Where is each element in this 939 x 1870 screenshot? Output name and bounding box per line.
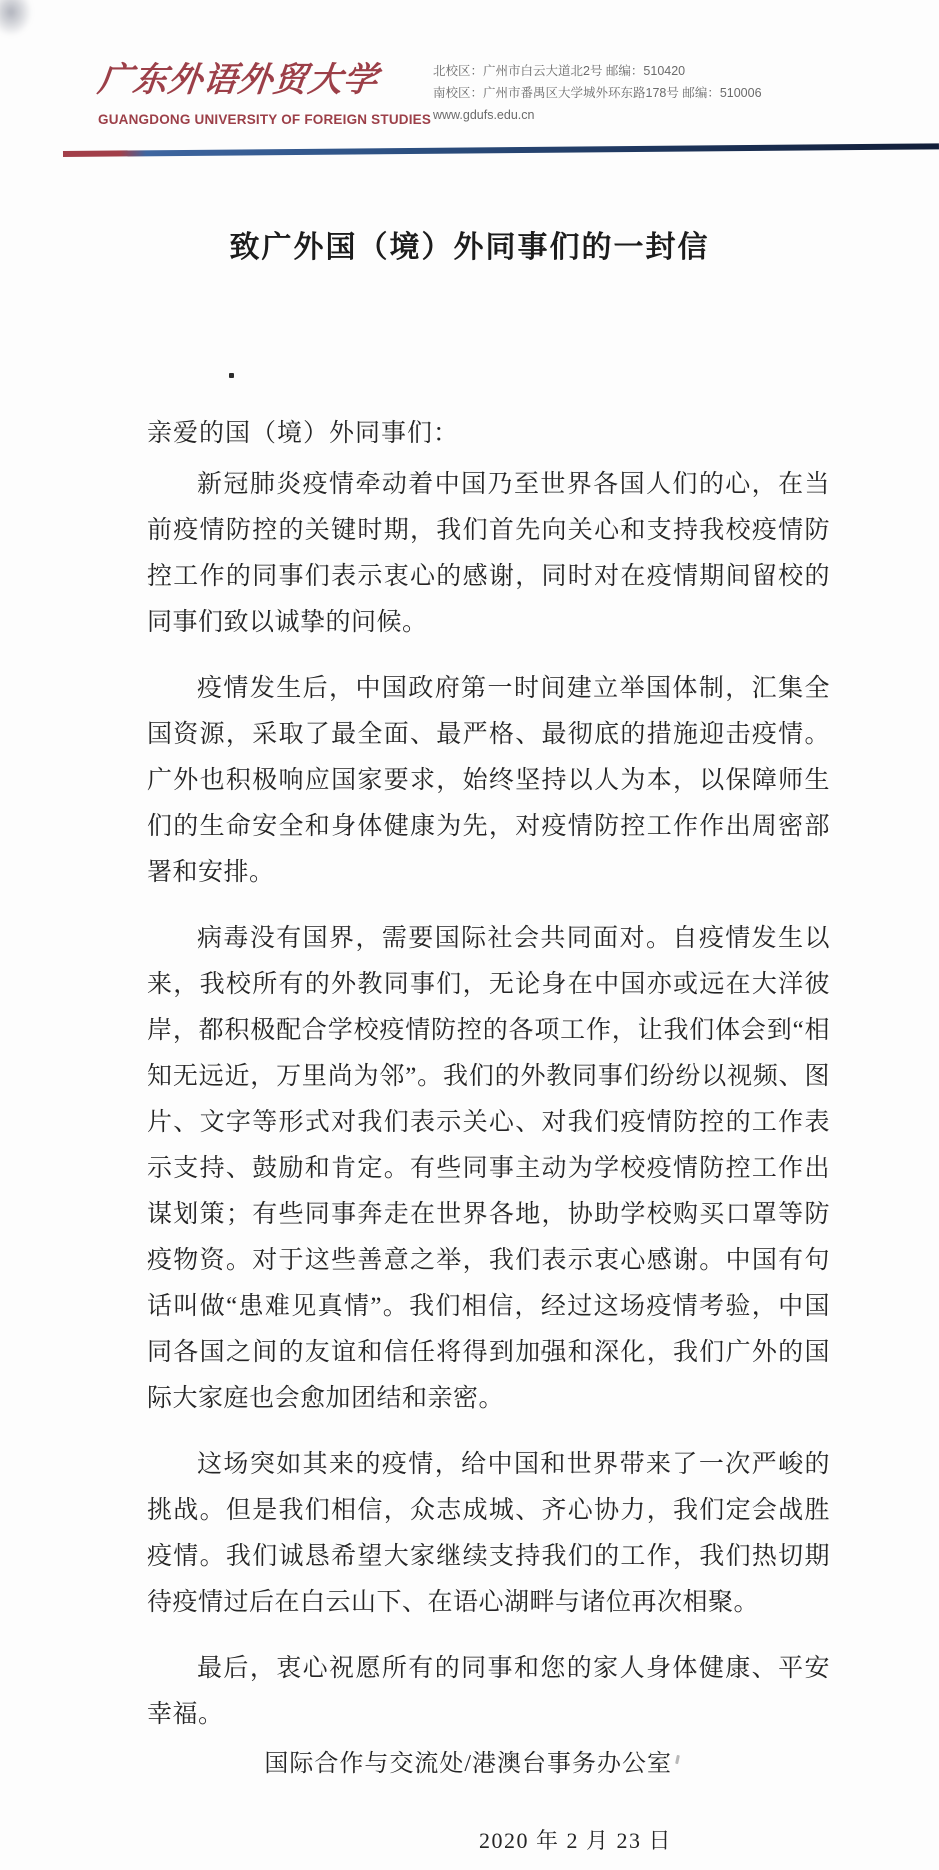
letterhead-contact-info xyxy=(433,60,762,126)
scan-artifact-speck xyxy=(229,373,234,378)
letter-salutation: 亲爱的国（境）外同事们： xyxy=(147,420,460,447)
letter-paragraph: 最后，衷心祝愿所有的同事和您的家人身体健康、平安幸福。 xyxy=(147,1655,830,1728)
north-campus-address: 北校区：广州市白云大道北2号 邮编：510420 xyxy=(433,64,686,78)
letter-title: 致广外国（境）外同事们的一封信 xyxy=(229,231,710,264)
university-logo xyxy=(95,52,432,127)
signing-office: 国际合作与交流处/港澳台事务办公室 xyxy=(264,1751,672,1777)
university-logo-chinese-calligraphy: 广东外语外贸大学 xyxy=(95,60,381,100)
letter-paragraph: 这场突如其来的疫情，给中国和世界带来了一次严峻的挑战。但是我们相信，众志成城、齐心协力，我们定会战胜疫情。我们诚恳希望大家继续支持我们的工作，我们热切期待疫情过后在白云山下、在语心湖畔与诸位再次相聚。 xyxy=(147,1451,830,1616)
scan-artifact-corner-smudge xyxy=(0,0,32,36)
south-campus-address: 南校区：广州市番禺区大学城外环东路178号 邮编：510006 xyxy=(433,86,762,100)
letter-date: 2020 年 2 月 23 日 xyxy=(478,1828,672,1853)
university-website: www.gdufs.edu.cn xyxy=(433,108,535,122)
letter-signature-block xyxy=(264,1743,672,1855)
letter-paragraph: 疫情发生后，中国政府第一时间建立举国体制，汇集全国资源，采取了最全面、最严格、最彻底的措施迎击疫情。广外也积极响应国家要求，始终坚持以人为本，以保障师生们的生命安全和身体健康为先，对疫情防控工作作出周密部署和安排。 xyxy=(147,675,830,886)
letter-paragraph: 新冠肺炎疫情牵动着中国乃至世界各国人们的心，在当前疫情防控的关键时期，我们首先向关心和支持我校疫情防控工作的同事们表示衷心的感谢，同时对在疫情期间留校的同事们致以诚挚的问候。 xyxy=(147,471,830,636)
letter-body xyxy=(147,462,830,1758)
letterhead-divider-rule xyxy=(63,143,939,157)
letter-paragraph: 病毒没有国界，需要国际社会共同面对。自疫情发生以来，我校所有的外教同事们，无论身在中国亦或远在大洋彼岸，都积极配合学校疫情防控的各项工作，让我们体会到“相知无远近，万里尚为邻”。我们的外教同事们纷纷以视频、图片、文字等形式对我们表示关心、对我们疫情防控的工作表示支持、鼓励和肯定。有些同事主动为学校疫情防控工作出谋划策；有些同事奔走在世界各地，协助学校购买口罩等防疫物资。对于这些善意之举，我们表示衷心感谢。中国有句话叫做“患难见真情”。我们相信，经过这场疫情考验，中国同各国之间的友谊和信任将得到加强和深化，我们广外的国际大家庭也会愈加团结和亲密。 xyxy=(147,925,830,1412)
university-logo-english-name: GUANGDONG UNIVERSITY OF FOREIGN STUDIES xyxy=(98,112,432,127)
